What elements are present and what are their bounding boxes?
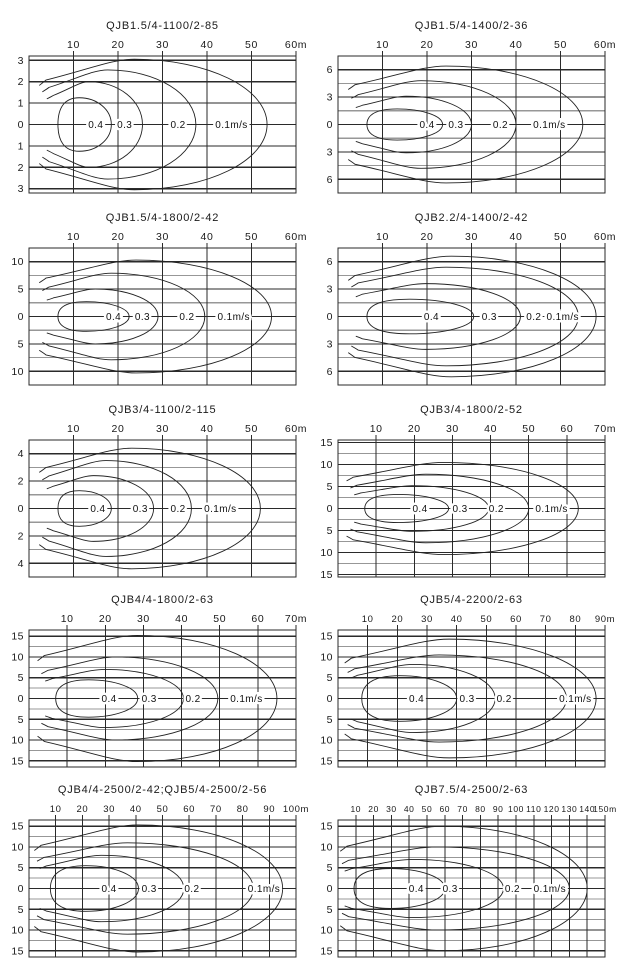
contour-velocity-label: 0.2: [526, 312, 542, 323]
y-tick-label: 2: [17, 475, 24, 488]
contour-velocity-label: 0.4: [412, 504, 428, 515]
contour-velocity-label: 0.3: [141, 884, 157, 895]
x-tick-label: 50: [156, 804, 169, 815]
contour-velocity-label: 0.4: [101, 694, 117, 705]
y-tick-label: 3: [17, 54, 24, 67]
x-tick-label: 10: [67, 39, 80, 51]
x-tick-label: 30: [156, 423, 169, 435]
x-tick-label: 100m: [282, 804, 310, 815]
y-tick-label: 1: [17, 97, 24, 110]
y-tick-label: 6: [326, 173, 333, 186]
x-tick-label: 90: [263, 804, 276, 815]
y-tick-label: 10: [11, 924, 24, 937]
y-tick-label: 15: [320, 755, 333, 768]
y-tick-label: 0: [326, 311, 333, 323]
chart-cell-6: [311, 404, 619, 594]
contour-velocity-label: 0.2: [488, 504, 504, 515]
y-tick-label: 3: [17, 183, 24, 196]
y-tick-label: 6: [326, 256, 333, 269]
x-tick-label: 30: [421, 614, 433, 625]
y-tick-label: 5: [326, 524, 333, 537]
x-tick-label: 60m: [593, 231, 617, 243]
x-tick-label: 50: [522, 423, 536, 435]
x-tick-label: 120: [543, 804, 560, 814]
x-tick-label: 30: [103, 804, 115, 815]
x-tick-label: 60: [439, 804, 451, 814]
y-tick-label: 5: [326, 481, 333, 494]
y-tick-label: 0: [17, 119, 24, 131]
chart-title: QJB3/4-1100/2-115: [108, 404, 217, 416]
y-tick-label: 15: [320, 630, 333, 643]
y-tick-label: 15: [320, 437, 333, 450]
contour-velocity-label: 0.1m/s: [533, 120, 566, 131]
chart-cell-1: [2, 20, 310, 210]
y-tick-label: 0: [326, 119, 333, 131]
x-tick-label: 10: [369, 423, 383, 435]
contour-velocity-label: 0.2: [492, 120, 508, 131]
x-tick-label: 50: [245, 39, 258, 51]
x-tick-label: 30: [465, 39, 478, 51]
chart-title: QJB2.2/4-1400/2-42: [414, 212, 529, 224]
x-tick-label: 60m: [284, 231, 308, 243]
y-tick-label: 5: [17, 283, 24, 296]
x-tick-label: 10: [361, 614, 374, 625]
y-tick-label: 5: [17, 713, 24, 726]
y-tick-label: 5: [326, 713, 333, 726]
y-tick-label: 4: [17, 557, 24, 570]
y-tick-label: 5: [17, 672, 24, 685]
contour-velocity-label: 0.1m/s: [230, 694, 263, 705]
contour-velocity-label: 0.2: [179, 312, 195, 323]
x-tick-label: 40: [200, 423, 214, 435]
y-tick-label: 5: [326, 862, 333, 875]
chart-canvas: [2, 800, 310, 970]
x-tick-label: 30: [156, 39, 169, 51]
y-tick-label: 3: [326, 146, 333, 159]
x-tick-label: 90: [492, 804, 504, 814]
x-tick-label: 60: [510, 614, 522, 625]
x-tick-label: 10: [376, 231, 389, 243]
chart-title: QJB1.5/4-1800/2-42: [105, 212, 220, 224]
chart-title: QJB3/4-1800/2-52: [420, 404, 523, 416]
contour-velocity-label: 0.4: [90, 504, 106, 515]
contour-velocity-label: 0.4: [88, 120, 104, 131]
x-tick-label: 50: [245, 231, 258, 243]
y-tick-label: 1: [17, 140, 24, 153]
contour-velocity-label: 0.3: [481, 312, 497, 323]
x-tick-label: 20: [420, 39, 434, 51]
x-tick-label: 10: [67, 231, 80, 243]
y-tick-label: 10: [11, 651, 24, 664]
x-tick-label: 30: [445, 423, 459, 435]
y-tick-label: 10: [11, 734, 24, 747]
contour-velocity-label: 0.4: [105, 312, 122, 323]
x-tick-label: 70: [539, 614, 552, 625]
y-tick-label: 3: [326, 338, 333, 351]
y-tick-label: 6: [326, 64, 333, 77]
y-tick-label: 5: [17, 338, 24, 351]
y-tick-label: 0: [17, 311, 24, 323]
contour-velocity-label: 0.2: [184, 884, 200, 895]
contour-velocity-label: 0.3: [448, 120, 464, 131]
x-tick-label: 40: [129, 804, 142, 815]
y-tick-label: 10: [320, 459, 333, 472]
y-tick-label: 15: [11, 820, 24, 833]
x-tick-label: 10: [60, 613, 74, 625]
y-tick-label: 10: [320, 546, 333, 559]
chart-cell-4: [311, 212, 619, 402]
y-tick-label: 0: [17, 883, 24, 895]
contour-velocity-label: 0.1m/s: [559, 694, 592, 705]
y-tick-label: 6: [326, 365, 333, 378]
y-tick-label: 5: [326, 903, 333, 916]
y-tick-label: 2: [17, 161, 24, 174]
x-tick-label: 50: [480, 614, 493, 625]
contour-velocity-label: 0.3: [452, 504, 468, 515]
y-tick-label: 10: [11, 365, 24, 378]
x-tick-label: 50: [421, 804, 433, 814]
chart-cell-7: [2, 594, 310, 784]
x-tick-label: 50: [245, 423, 258, 435]
x-tick-label: 110: [526, 804, 542, 814]
x-tick-label: 40: [403, 804, 415, 814]
y-tick-label: 10: [320, 734, 333, 747]
y-tick-label: 15: [320, 945, 333, 958]
chart-canvas: [311, 36, 619, 206]
chart-canvas: [2, 36, 310, 206]
y-tick-label: 4: [17, 448, 24, 461]
x-tick-label: 30: [465, 231, 478, 243]
x-tick-label: 50: [554, 39, 567, 51]
x-tick-label: 70m: [284, 613, 308, 625]
chart-title: QJB5/4-2200/2-63: [420, 594, 523, 606]
chart-canvas: [2, 420, 310, 590]
y-tick-label: 15: [320, 568, 333, 581]
y-tick-label: 10: [11, 256, 24, 269]
x-tick-label: 60: [183, 804, 196, 815]
contour-velocity-label: 0.1m/s: [204, 504, 237, 515]
x-tick-label: 20: [368, 804, 379, 814]
chart-cell-10: [311, 784, 619, 974]
contour-velocity-label: 0.1m/s: [533, 884, 567, 895]
x-tick-label: 80: [236, 804, 249, 815]
chart-cell-5: [2, 404, 310, 594]
x-tick-label: 30: [136, 613, 150, 625]
contour-velocity-label: 0.1m/s: [217, 312, 250, 323]
x-tick-label: 20: [111, 231, 125, 243]
x-tick-label: 60m: [593, 39, 617, 51]
x-tick-label: 40: [200, 39, 214, 51]
chart-title: QJB7.5/4-2500/2-63: [414, 784, 529, 796]
x-tick-label: 30: [156, 231, 169, 243]
x-tick-label: 60: [560, 423, 574, 435]
chart-cell-9: [2, 784, 310, 974]
contour-velocity-label: 0.2: [170, 504, 186, 515]
chart-canvas: [311, 228, 619, 398]
y-tick-label: 15: [11, 945, 24, 958]
chart-canvas: [311, 610, 619, 780]
contour-velocity-label: 0.1m/s: [546, 312, 579, 323]
y-tick-label: 15: [11, 630, 24, 643]
x-tick-label: 30: [386, 804, 397, 814]
x-tick-label: 50: [554, 231, 567, 243]
y-tick-label: 15: [11, 755, 24, 768]
y-tick-label: 0: [326, 503, 333, 515]
x-tick-label: 20: [111, 39, 125, 51]
contour-velocity-label: 0.3: [459, 694, 475, 705]
contour-velocity-label: 0.2: [496, 694, 512, 705]
y-tick-label: 5: [326, 672, 333, 685]
x-tick-label: 40: [450, 614, 463, 625]
x-tick-label: 40: [509, 231, 523, 243]
contour-velocity-label: 0.4: [101, 884, 117, 895]
contour-velocity-label: 0.3: [134, 312, 151, 323]
x-tick-label: 40: [484, 423, 498, 435]
chart-canvas: [311, 800, 619, 970]
x-tick-label: 70m: [593, 423, 617, 435]
chart-canvas: [2, 228, 310, 398]
y-tick-label: 5: [17, 862, 24, 875]
x-tick-label: 10: [49, 804, 62, 815]
x-tick-label: 20: [391, 614, 404, 625]
chart-canvas: [2, 610, 310, 780]
y-tick-label: 10: [320, 841, 333, 854]
x-tick-label: 100: [508, 804, 524, 814]
x-tick-label: 150m: [593, 804, 617, 814]
x-tick-label: 60m: [284, 39, 308, 51]
y-tick-label: 0: [17, 503, 24, 515]
x-tick-label: 140: [579, 804, 596, 814]
contour-velocity-label: 0.3: [141, 694, 157, 705]
x-tick-label: 60: [251, 613, 265, 625]
contour-velocity-label: 0.3: [442, 884, 458, 895]
y-tick-label: 3: [326, 283, 333, 296]
y-tick-label: 2: [17, 76, 24, 89]
contour-velocity-label: 0.4: [409, 694, 425, 705]
contour-velocity-label: 0.1m/s: [215, 120, 248, 131]
x-tick-label: 40: [200, 231, 214, 243]
contour-velocity-label: 0.4: [408, 884, 424, 895]
y-tick-label: 2: [17, 530, 24, 543]
y-tick-label: 5: [17, 903, 24, 916]
contour-velocity-label: 0.1m/s: [247, 884, 281, 895]
y-tick-label: 0: [326, 693, 333, 705]
x-tick-label: 10: [376, 39, 389, 51]
y-tick-label: 10: [320, 651, 333, 664]
x-tick-label: 20: [98, 613, 112, 625]
y-tick-label: 10: [320, 924, 333, 937]
x-tick-label: 60m: [284, 423, 308, 435]
chart-cell-8: [311, 594, 619, 784]
x-tick-label: 90m: [594, 614, 616, 625]
contour-velocity-label: 0.2: [185, 694, 201, 705]
contour-velocity-label: 0.1m/s: [535, 504, 568, 515]
x-tick-label: 20: [111, 423, 125, 435]
x-tick-label: 80: [569, 614, 582, 625]
contour-velocity-label: 0.4: [423, 312, 440, 323]
contour-velocity-label: 0.4: [419, 120, 435, 131]
chart-canvas: [311, 420, 619, 590]
y-tick-label: 15: [320, 820, 333, 833]
y-tick-label: 0: [17, 693, 24, 705]
chart-title: QJB1.5/4-1400/2-36: [414, 20, 529, 32]
x-tick-label: 20: [420, 231, 434, 243]
x-tick-label: 70: [210, 804, 222, 815]
contour-velocity-label: 0.3: [132, 504, 148, 515]
chart-cell-2: [311, 20, 619, 210]
chart-title: QJB4/4-1800/2-63: [111, 594, 214, 606]
y-tick-label: 3: [326, 91, 333, 104]
x-tick-label: 20: [76, 804, 89, 815]
x-tick-label: 10: [67, 423, 80, 435]
y-tick-label: 0: [326, 883, 333, 895]
x-tick-label: 70: [457, 804, 468, 814]
x-tick-label: 130: [561, 804, 578, 814]
y-tick-label: 10: [11, 841, 24, 854]
chart-title: QJB1.5/4-1100/2-85: [106, 20, 219, 32]
x-tick-label: 40: [175, 613, 189, 625]
x-tick-label: 20: [407, 423, 421, 435]
contour-velocity-label: 0.3: [117, 120, 133, 131]
contour-velocity-label: 0.2: [170, 120, 186, 131]
chart-title: QJB4/4-2500/2-42;QJB5/4-2500/2-56: [57, 784, 268, 796]
x-tick-label: 80: [475, 804, 486, 814]
x-tick-label: 50: [213, 613, 227, 625]
contour-velocity-label: 0.2: [504, 884, 520, 895]
x-tick-label: 40: [509, 39, 523, 51]
chart-cell-3: [2, 212, 310, 402]
x-tick-label: 10: [350, 804, 362, 814]
